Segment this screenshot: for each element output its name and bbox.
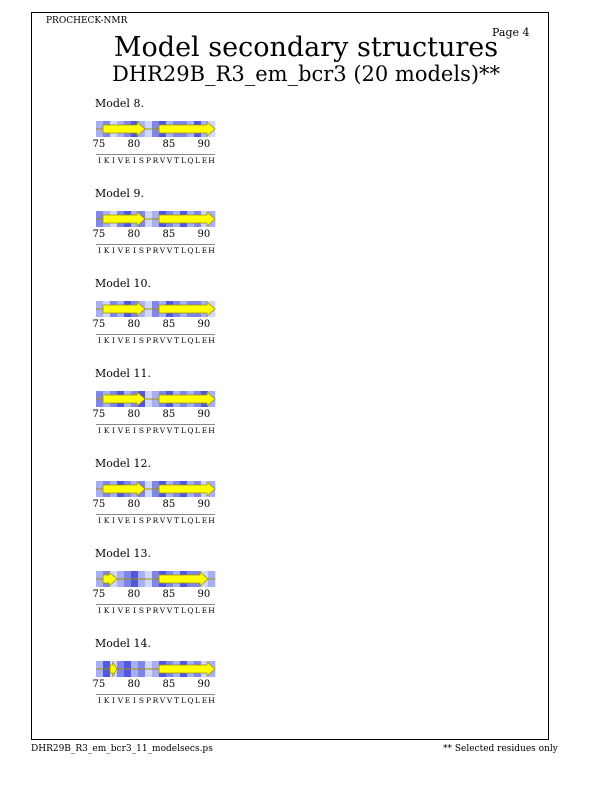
residue-letter: L (195, 246, 200, 255)
residue-letter: Q (187, 336, 194, 345)
residue-letter: K (103, 516, 110, 525)
residue-number-tick: 90 (197, 229, 211, 240)
residue-number-tick: 85 (162, 589, 176, 600)
sequence-rule (96, 694, 215, 695)
residue-letter: I (133, 516, 136, 525)
residue-letter: R (152, 156, 159, 165)
page-title: Model secondary structures (113, 32, 499, 63)
residue-number-tick: 75 (92, 229, 106, 240)
residue-letter: H (208, 156, 215, 165)
residue-number-tick: 80 (127, 229, 141, 240)
residue-letter: V (166, 156, 173, 165)
residue-number-tick: 85 (162, 409, 176, 420)
residue-letter: V (117, 156, 124, 165)
residue-letter: E (201, 246, 208, 255)
residue-letter: K (103, 156, 110, 165)
residue-letter: V (117, 516, 124, 525)
footer-filename: DHR29B_R3_em_bcr3_11_modelsecs.ps (31, 744, 213, 754)
residue-letter: Q (187, 606, 194, 615)
residue-number-tick: 80 (127, 319, 141, 330)
residue-letter: I (98, 336, 101, 345)
secondary-structure-strip (96, 301, 217, 317)
residue-letter: P (145, 516, 152, 525)
residue-letter: V (159, 426, 166, 435)
residue-number-tick: 80 (127, 139, 141, 150)
residue-number-tick: 90 (197, 409, 211, 420)
residue-letter: L (195, 336, 200, 345)
residue-letter: E (124, 426, 131, 435)
secondary-structure-strip (96, 211, 217, 227)
sequence-rule (96, 424, 215, 425)
residue-letter: L (195, 156, 200, 165)
residue-number-tick: 90 (197, 319, 211, 330)
residue-letter: R (152, 606, 159, 615)
residue-letter: L (195, 606, 200, 615)
residue-letter: I (98, 156, 101, 165)
residue-letter: I (98, 516, 101, 525)
residue-letter: H (208, 426, 215, 435)
residue-letter: E (124, 246, 131, 255)
residue-letter: L (181, 426, 186, 435)
residue-letter: I (112, 606, 115, 615)
residue-letter: I (98, 246, 101, 255)
residue-letter: L (181, 246, 186, 255)
residue-letter: I (133, 696, 136, 705)
residue-letter: L (195, 426, 200, 435)
residue-letter: P (145, 696, 152, 705)
residue-letter: I (133, 606, 136, 615)
residue-letter: K (103, 426, 110, 435)
residue-letter: Q (187, 246, 194, 255)
residue-letter: E (201, 516, 208, 525)
residue-letter: V (117, 426, 124, 435)
residue-letter: T (173, 336, 179, 345)
residue-letter: T (173, 156, 179, 165)
residue-number-tick: 75 (92, 679, 106, 690)
residue-letter: I (98, 606, 101, 615)
residue-letter: E (201, 336, 208, 345)
residue-letter: S (138, 336, 145, 345)
residue-letter: L (195, 516, 200, 525)
residue-letter: I (112, 696, 115, 705)
residue-letter: L (181, 696, 186, 705)
model-label: Model 8. (95, 97, 144, 110)
residue-letter: S (138, 516, 145, 525)
residue-letter: H (208, 696, 215, 705)
model-label: Model 12. (95, 457, 151, 470)
residue-letter: V (166, 606, 173, 615)
residue-number-tick: 85 (162, 679, 176, 690)
residue-letter: V (117, 336, 124, 345)
residue-letter: R (152, 336, 159, 345)
residue-letter: V (166, 516, 173, 525)
residue-letter: L (195, 696, 200, 705)
residue-letter: I (133, 246, 136, 255)
residue-letter: V (159, 156, 166, 165)
residue-letter: T (173, 696, 179, 705)
residue-letter: P (145, 426, 152, 435)
residue-letter: E (201, 606, 208, 615)
model-label: Model 13. (95, 547, 151, 560)
residue-letter: E (201, 426, 208, 435)
residue-letter: H (208, 246, 215, 255)
page-number: Page 4 (492, 26, 530, 39)
residue-letter: I (112, 156, 115, 165)
residue-letter: I (98, 696, 101, 705)
residue-letter: L (181, 516, 186, 525)
residue-number-tick: 85 (162, 319, 176, 330)
residue-number-tick: 85 (162, 229, 176, 240)
residue-letter: S (138, 426, 145, 435)
residue-number-tick: 80 (127, 679, 141, 690)
residue-number-tick: 80 (127, 589, 141, 600)
residue-letter: V (159, 516, 166, 525)
residue-number-tick: 90 (197, 679, 211, 690)
residue-number-tick: 75 (92, 409, 106, 420)
residue-number-tick: 80 (127, 499, 141, 510)
residue-letter: V (159, 696, 166, 705)
residue-number-tick: 90 (197, 499, 211, 510)
secondary-structure-strip (96, 661, 217, 677)
residue-letter: I (133, 336, 136, 345)
residue-letter: P (145, 606, 152, 615)
residue-number-tick: 80 (127, 409, 141, 420)
residue-letter: P (145, 336, 152, 345)
residue-letter: T (173, 426, 179, 435)
residue-letter: P (145, 156, 152, 165)
residue-letter: I (133, 156, 136, 165)
model-label: Model 14. (95, 637, 151, 650)
sequence-rule (96, 154, 215, 155)
page-subtitle: DHR29B_R3_em_bcr3 (20 models)** (111, 62, 501, 86)
residue-letter: E (201, 696, 208, 705)
program-name: PROCHECK-NMR (46, 16, 128, 26)
secondary-structure-strip (96, 571, 217, 587)
residue-letter: V (166, 426, 173, 435)
residue-letter: K (103, 606, 110, 615)
residue-number-tick: 90 (197, 589, 211, 600)
residue-letter: E (124, 606, 131, 615)
residue-letter: E (201, 156, 208, 165)
residue-letter: V (117, 606, 124, 615)
secondary-structure-strip (96, 391, 217, 407)
residue-letter: L (181, 606, 186, 615)
residue-number-tick: 90 (197, 139, 211, 150)
residue-letter: V (117, 246, 124, 255)
residue-number-tick: 85 (162, 499, 176, 510)
footer-note: ** Selected residues only (443, 744, 558, 754)
residue-letter: S (138, 696, 145, 705)
residue-letter: S (138, 156, 145, 165)
residue-letter: K (103, 246, 110, 255)
residue-letter: V (166, 696, 173, 705)
sequence-rule (96, 604, 215, 605)
secondary-structure-strip (96, 481, 217, 497)
residue-letter: V (166, 246, 173, 255)
residue-number-tick: 85 (162, 139, 176, 150)
residue-number-tick: 75 (92, 139, 106, 150)
residue-letter: H (208, 516, 215, 525)
residue-number-tick: 75 (92, 589, 106, 600)
residue-letter: E (124, 156, 131, 165)
residue-letter: K (103, 336, 110, 345)
residue-letter: E (124, 336, 131, 345)
residue-letter: Q (187, 696, 194, 705)
sequence-rule (96, 514, 215, 515)
residue-letter: V (159, 606, 166, 615)
residue-letter: Q (187, 156, 194, 165)
residue-letter: R (152, 246, 159, 255)
residue-number-tick: 75 (92, 499, 106, 510)
residue-letter: E (124, 516, 131, 525)
residue-letter: Q (187, 516, 194, 525)
residue-letter: H (208, 606, 215, 615)
residue-letter: I (112, 516, 115, 525)
residue-letter: I (112, 246, 115, 255)
residue-letter: L (181, 336, 186, 345)
residue-letter: V (159, 336, 166, 345)
residue-letter: I (112, 426, 115, 435)
residue-letter: V (159, 246, 166, 255)
residue-letter: Q (187, 426, 194, 435)
sequence-rule (96, 334, 215, 335)
residue-number-tick: 75 (92, 319, 106, 330)
residue-letter: S (138, 606, 145, 615)
model-label: Model 9. (95, 187, 144, 200)
residue-letter: T (173, 606, 179, 615)
residue-letter: I (112, 336, 115, 345)
residue-letter: I (98, 426, 101, 435)
residue-letter: T (173, 516, 179, 525)
residue-letter: K (103, 696, 110, 705)
residue-letter: I (133, 426, 136, 435)
residue-letter: L (181, 156, 186, 165)
model-label: Model 11. (95, 367, 151, 380)
sequence-rule (96, 244, 215, 245)
residue-letter: E (124, 696, 131, 705)
residue-letter: V (117, 696, 124, 705)
residue-letter: V (166, 336, 173, 345)
model-label: Model 10. (95, 277, 151, 290)
residue-letter: R (152, 516, 159, 525)
residue-letter: P (145, 246, 152, 255)
residue-letter: R (152, 426, 159, 435)
secondary-structure-strip (96, 121, 217, 137)
residue-letter: H (208, 336, 215, 345)
residue-letter: T (173, 246, 179, 255)
residue-letter: R (152, 696, 159, 705)
residue-letter: S (138, 246, 145, 255)
